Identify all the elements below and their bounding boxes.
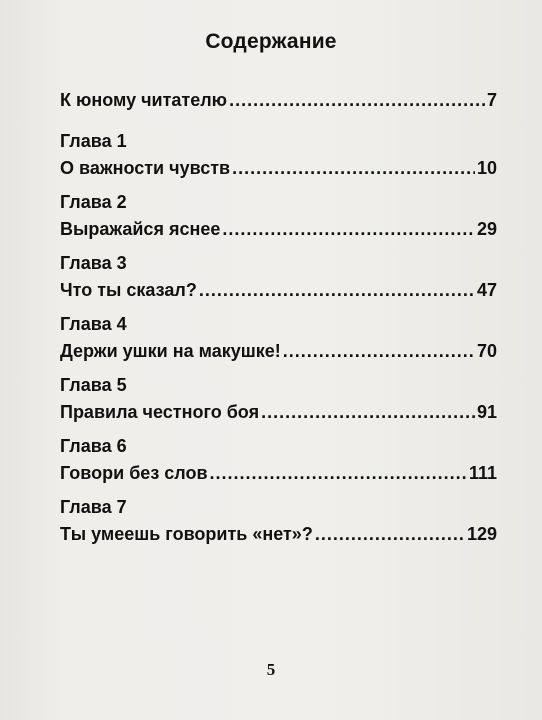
entry-page-number: 129	[466, 524, 497, 544]
toc-line	[60, 86, 497, 114]
toc-entry-intro	[60, 86, 497, 114]
dot-leader	[222, 215, 475, 243]
entry-page-number: 70	[476, 341, 497, 361]
toc-entry-chapter-3	[60, 250, 497, 304]
entry-title: Выражайся яснее	[60, 219, 221, 239]
entry-page-number: 91	[476, 402, 497, 422]
entry-page-number: 7	[486, 90, 497, 110]
toc-line	[60, 154, 497, 182]
toc-entry-chapter-5	[60, 372, 497, 426]
chapter-label: Глава 1	[60, 131, 127, 151]
dot-leader	[210, 459, 467, 487]
page-number: 5	[266, 660, 276, 679]
chapter-label: Глава 6	[60, 436, 127, 456]
chapter-label: Глава 3	[60, 253, 127, 273]
page-title: Содержание	[205, 30, 337, 53]
toc-line	[60, 215, 497, 243]
toc-line	[60, 276, 497, 304]
dot-leader	[229, 86, 485, 114]
toc-line	[60, 459, 497, 487]
entry-title: О важности чувств	[60, 158, 231, 178]
toc-entry-chapter-4	[60, 311, 497, 365]
toc-entry-chapter-2	[60, 189, 497, 243]
dot-leader	[199, 276, 475, 304]
entry-title: Ты умеешь говорить «нет»?	[60, 524, 313, 544]
toc-entry-chapter-7	[60, 494, 497, 548]
entry-title: Что ты сказал?	[60, 280, 197, 300]
dot-leader	[315, 520, 465, 548]
toc-entry-chapter-1	[60, 128, 497, 182]
chapter-label: Глава 4	[60, 314, 127, 334]
dot-leader	[261, 398, 475, 426]
toc-line	[60, 337, 497, 365]
entry-page-number: 111	[468, 463, 497, 483]
toc-entry-chapter-6	[60, 433, 497, 487]
entry-title: К юному читателю	[60, 90, 228, 110]
entry-page-number: 47	[476, 280, 497, 300]
dot-leader	[283, 337, 475, 365]
dot-leader	[232, 154, 475, 182]
entry-page-number: 29	[476, 219, 497, 239]
chapter-label: Глава 5	[60, 375, 127, 395]
entry-title: Говори без слов	[60, 463, 208, 483]
toc-line	[60, 398, 497, 426]
toc-line	[60, 520, 497, 548]
table-of-contents	[60, 86, 497, 555]
entry-page-number: 10	[476, 158, 497, 178]
entry-title: Правила честного боя	[60, 402, 260, 422]
entry-title: Держи ушки на макушке!	[60, 341, 281, 361]
chapter-label: Глава 2	[60, 192, 127, 212]
chapter-label: Глава 7	[60, 497, 127, 517]
